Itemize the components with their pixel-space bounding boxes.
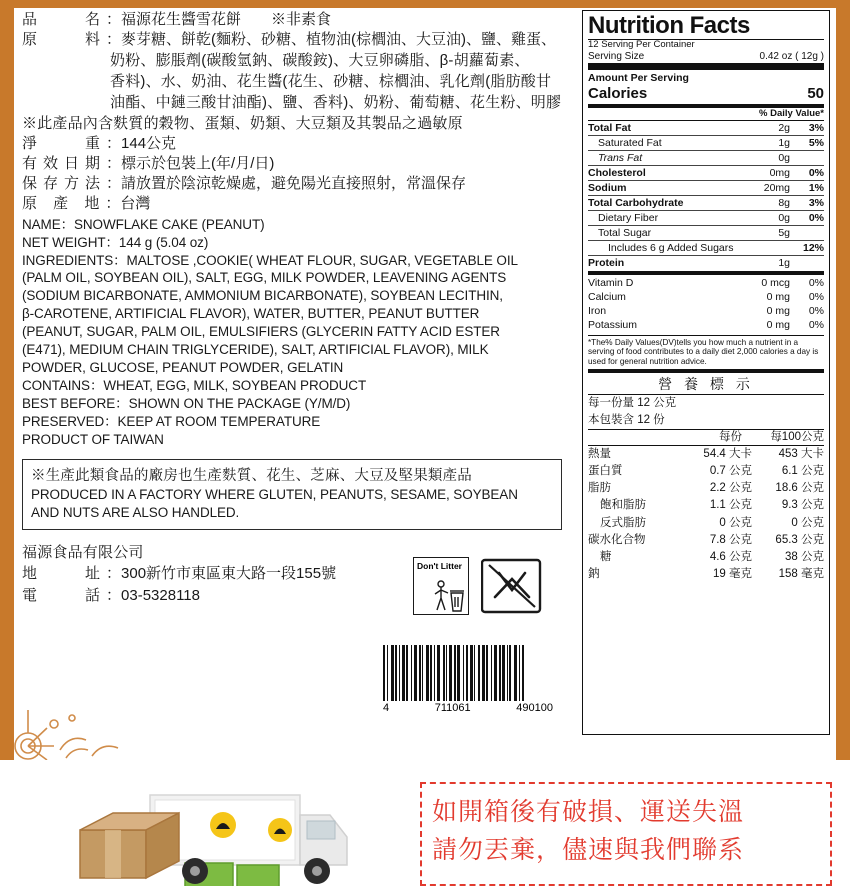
nf-dv: 5%: [808, 136, 824, 149]
company-phone-sep: ：: [106, 586, 122, 604]
nf-name: Saturated Fat: [598, 136, 662, 149]
origin-value: 台灣: [120, 194, 151, 212]
nf-amount: 0 mg: [766, 305, 790, 318]
cn-per-100g: 6.1 公克: [781, 464, 824, 477]
shipping-notice-section: [0, 760, 850, 886]
en-net-weight: NET WEIGHT：144 g (5.04 oz): [22, 234, 209, 250]
calories-value: 50: [807, 85, 824, 103]
cn-per-100g: 453 大卡: [778, 447, 824, 460]
nf-row-vitamin-d: [588, 276, 824, 290]
net-weight-sep: ：: [106, 134, 122, 152]
en-ingredients-4: β-CAROTENE, ARTIFICIAL FLAVOR), WATER, BUTTER, PEANUT BUTTER: [22, 306, 480, 322]
nf-row-dietary-fiber: [588, 211, 824, 225]
nf-dv: 12%: [802, 242, 824, 255]
nf-dv: 0%: [808, 166, 824, 179]
amount-per-serving-label: Amount Per Serving: [588, 72, 689, 85]
field-product-name: [22, 10, 574, 30]
product-name-key: 品 名: [22, 11, 107, 28]
nf-amount: 1g: [778, 136, 790, 149]
en-ingredients-3: (SODIUM BICARBONATE, AMMONIUM BICARBONATE), SOYBEAN LECITHIN,: [22, 288, 503, 304]
nf-row-total-fat: [588, 121, 824, 135]
cn-per-serving: 0 公克: [719, 516, 752, 529]
en-ingredients-1: INGREDIENTS：MALTOSE ,COOKIE( WHEAT FLOUR, SUGAR, VEGETABLE OIL: [22, 252, 518, 268]
nf-name: Trans Fat: [598, 151, 643, 164]
symbol-row: [413, 557, 563, 619]
product-name-value: 福源花生醬雪花餅 ※非素食: [121, 11, 332, 28]
cn-row-saturated-fat: [588, 497, 824, 514]
field-best-before: [22, 154, 574, 174]
nutrition-facts-title: Nutrition Facts: [588, 12, 750, 39]
en-ingredients-2: (PALM OIL, SOYBEAN OIL), SALT, EGG, MILK POWDER, LEAVENING AGENTS: [22, 270, 507, 286]
nf-dv: 0%: [808, 212, 824, 225]
en-ingredients-7: POWDER, GLUCOSE, PEANUT POWDER, GELATIN: [22, 360, 344, 376]
cn-row-protein: [588, 463, 824, 480]
nf-amount: 20mg: [763, 181, 790, 194]
serving-size-row: [588, 51, 824, 63]
nf-dv: 3%: [808, 121, 824, 134]
barcode-group-2: 490100: [516, 702, 553, 714]
cn-name: 脂肪: [588, 482, 611, 495]
barcode: [383, 645, 558, 720]
nf-row-total-carbohydrate: [588, 196, 824, 210]
cn-row-sugar: [588, 549, 824, 566]
brand-bar-left: [0, 0, 14, 760]
nf-amount: 2g: [778, 121, 790, 134]
cn-per-serving: 54.4 大卡: [703, 447, 752, 460]
floral-ornament-icon: [14, 690, 134, 760]
cn-name: 反式脂肪: [600, 516, 646, 529]
cn-per-serving: 19 毫克: [713, 568, 752, 581]
storage-sep: ：: [106, 174, 122, 192]
nf-name: Vitamin D: [588, 277, 634, 290]
cn-per-100g: 0 公克: [791, 516, 824, 529]
nutrition-facts-panel: [582, 10, 830, 735]
nf-row-saturated-fat: [588, 136, 824, 150]
net-weight-key: 淨 重: [22, 134, 107, 152]
cn-name: 熱量: [588, 447, 611, 460]
nf-amount: 0g: [778, 151, 790, 164]
servings-per-container: 12 Serving Per Container: [588, 39, 695, 50]
cn-row-calories: [588, 446, 824, 463]
nf-row-sodium: [588, 181, 824, 195]
delivery-truck-image: [55, 785, 355, 886]
nf-row-total-sugar: [588, 226, 824, 240]
cn-per-serving: 1.1 公克: [709, 499, 752, 512]
nf-row-added-sugars: [588, 241, 824, 255]
cn-row-carbohydrate: [588, 532, 824, 549]
nutrition-cn-package: 本包裝含 12 份: [588, 413, 665, 426]
ingredients-line-2: 奶粉、膨脹劑(碳酸氫鈉、碳酸銨)、大豆卵磷脂、β-胡蘿蔔素、: [110, 51, 530, 69]
company-phone-value: 03-5328118: [121, 586, 200, 604]
cn-row-fat: [588, 480, 824, 497]
nf-row-trans-fat: [588, 151, 824, 165]
serving-size-value: 0.42 oz ( 12g ): [759, 50, 824, 62]
nf-name: Total Sugar: [598, 227, 652, 240]
nf-row-protein: [588, 256, 824, 270]
factory-note-en-1: PRODUCED IN A FACTORY WHERE GLUTEN, PEANUTS, SESAME, SOYBEAN: [31, 487, 518, 503]
cn-per-serving: 2.2 公克: [709, 482, 752, 495]
nf-amount: 0 mg: [766, 319, 790, 332]
best-before-value: 標示於包裝上(年/月/日): [121, 154, 275, 172]
company-phone-key: 電 話: [22, 586, 107, 604]
origin-sep: ：: [105, 194, 121, 212]
allergen-note-zh: ※此產品內含麩質的穀物、蛋類、奶類、大豆類及其製品之過敏原: [22, 114, 463, 132]
storage-value: 請放置於陰涼乾燥處，避免陽光直接照射，常溫保存: [121, 174, 467, 192]
nf-dv: 0%: [808, 277, 824, 290]
best-before-sep: ：: [106, 154, 122, 172]
nutrition-label-cn: [588, 369, 824, 584]
company-address-sep: ：: [106, 565, 122, 583]
ingredients-line-4: 油酯、中鏈三酸甘油酯)、鹽、香料)、奶粉、葡萄糖、花生粉、明膠: [110, 93, 562, 111]
en-preserved: PRESERVED：KEEP AT ROOM TEMPERATURE: [22, 414, 321, 430]
nf-dv: 0%: [808, 305, 824, 318]
daily-value-header: % Daily Value*: [759, 107, 824, 119]
company-name: 福源食品有限公司: [22, 544, 144, 562]
factory-allergen-box: [22, 459, 562, 530]
ingredients-line-3: 香料)、水、奶油、花生醬(花生、砂糖、棕櫚油、乳化劑(脂肪酸甘: [110, 72, 552, 90]
nf-name: Protein: [588, 257, 625, 270]
cn-per-serving: 4.6 公克: [709, 551, 752, 564]
brand-bar-top: [0, 0, 850, 8]
nf-dv: 0%: [808, 291, 824, 304]
cn-col2-header: 每100公克: [770, 430, 824, 443]
nf-name: Dietary Fiber: [598, 212, 659, 225]
ingredients-value: 麥芽糖、餅乾(麵粉、砂糖、植物油(棕櫚油、大豆油)、鹽、雞蛋、: [121, 30, 557, 48]
en-ingredients-6: (E471), MEDIUM CHAIN TRIGLYCERIDE), SALT, ARTIFICIAL FLAVOR), MILK: [22, 342, 489, 358]
nf-name: Total Carbohydrate: [588, 196, 684, 209]
nf-name: Total Fat: [588, 121, 631, 134]
dont-litter-label: Don't Litter: [417, 561, 462, 571]
nf-amount: 0mg: [769, 166, 790, 179]
label-text-column: [22, 10, 574, 607]
nf-amount: 0 mg: [766, 291, 790, 304]
cn-per-100g: 9.3 公克: [781, 499, 824, 512]
cn-per-100g: 18.6 公克: [775, 482, 824, 495]
cn-per-100g: 38 公克: [785, 551, 824, 564]
cn-name: 蛋白質: [588, 464, 623, 477]
factory-note-en-2: AND NUTS ARE ALSO HANDLED.: [31, 505, 240, 521]
cn-row-trans-fat: [588, 515, 824, 532]
nf-dv: 1%: [808, 181, 824, 194]
damage-warning-box: [420, 782, 832, 886]
cn-row-sodium: [588, 566, 824, 583]
english-info-block: [22, 216, 574, 449]
nf-name: Cholesterol: [588, 166, 646, 179]
field-storage: [22, 174, 574, 194]
company-address-key: 地 址: [22, 565, 107, 583]
factory-note-zh: ※生產此類食品的廠房也生產麩質、花生、芝麻、大豆及堅果類產品: [31, 468, 472, 485]
nf-dv: 0%: [808, 319, 824, 332]
cn-per-100g: 158 毫克: [778, 568, 824, 581]
en-best-before: BEST BEFORE：SHOWN ON THE PACKAGE (Y/M/D): [22, 396, 351, 412]
nutrition-footnote: *The% Daily Values(DV)tells you how much a nutrient in a serving of food contributes to a daily diet 2,000 calories a day is used for general nutrition advice.: [588, 337, 819, 367]
nf-row-calcium: [588, 290, 824, 304]
dont-litter-icon: [413, 557, 469, 615]
calories-row: [588, 85, 824, 102]
nf-amount: 0 mcg: [761, 277, 790, 290]
nf-dv: 3%: [808, 196, 824, 209]
cn-name: 鈉: [588, 568, 600, 581]
recycle-icon: [481, 557, 543, 615]
en-contains: CONTAINS：WHEAT, EGG, MILK, SOYBEAN PRODUCT: [22, 378, 367, 394]
serving-size-label: Serving Size: [588, 50, 645, 62]
best-before-key: 有效日期: [22, 154, 107, 172]
cn-per-100g: 65.3 公克: [775, 533, 824, 546]
cn-col1-header: 每份: [719, 430, 742, 443]
warning-line-1: 如開箱後有破損、運送失溫: [432, 798, 745, 826]
company-address-value: 300新竹市東區東大路一段155號: [121, 565, 337, 583]
storage-key: 保存方法: [22, 174, 107, 192]
nutrition-cn-header-row: [588, 430, 824, 445]
cn-per-serving: 0.7 公克: [709, 464, 752, 477]
nf-amount: 0g: [778, 212, 790, 225]
calories-label: Calories: [588, 85, 648, 103]
field-ingredients-zh: [22, 30, 574, 50]
ingredients-sep: ：: [106, 30, 122, 48]
cn-name: 糖: [600, 551, 612, 564]
ingredients-key: 原 料: [22, 30, 107, 48]
nf-name: Includes 6 g Added Sugars: [608, 242, 734, 255]
field-net-weight: [22, 134, 574, 154]
nutrition-cn-title: 營 養 標 示: [658, 376, 754, 393]
nf-row-cholesterol: [588, 166, 824, 180]
brand-bar-right: [836, 0, 850, 760]
nf-amount: 5g: [778, 227, 790, 240]
barcode-bars: [383, 645, 553, 701]
nf-name: Calcium: [588, 291, 626, 304]
nf-amount: 1g: [778, 257, 790, 270]
product-name-sep: ：: [106, 11, 122, 28]
nf-name: Iron: [588, 305, 607, 318]
en-name: NAME：SNOWFLAKE CAKE (PEANUT): [22, 216, 265, 232]
nf-name: Potassium: [588, 319, 638, 332]
nf-amount: 8g: [778, 196, 790, 209]
damage-warning-text: [422, 784, 830, 869]
cn-name: 碳水化合物: [588, 533, 646, 546]
cn-per-serving: 7.8 公克: [709, 533, 752, 546]
barcode-digits: [383, 702, 553, 714]
barcode-group-1: 711061: [434, 702, 471, 714]
nf-name: Sodium: [588, 181, 627, 194]
en-product-of: PRODUCT OF TAIWAN: [22, 432, 164, 448]
nf-row-iron: [588, 304, 824, 318]
barcode-left-digit: 4: [383, 702, 390, 714]
nf-row-potassium: [588, 318, 824, 332]
cn-name: 飽和脂肪: [600, 499, 646, 512]
field-origin: [22, 194, 574, 214]
net-weight-value: 144公克: [121, 134, 177, 152]
nutrition-cn-serving: 每一份量 12 公克: [588, 397, 677, 410]
warning-line-2: 請勿丟棄，儘速與我們聯系: [432, 835, 745, 864]
origin-key: 原 產 地: [22, 194, 106, 212]
en-ingredients-5: (PEANUT, SUGAR, PALM OIL, EMULSIFIERS (GLYCERIN FATTY ACID ESTER: [22, 324, 500, 340]
